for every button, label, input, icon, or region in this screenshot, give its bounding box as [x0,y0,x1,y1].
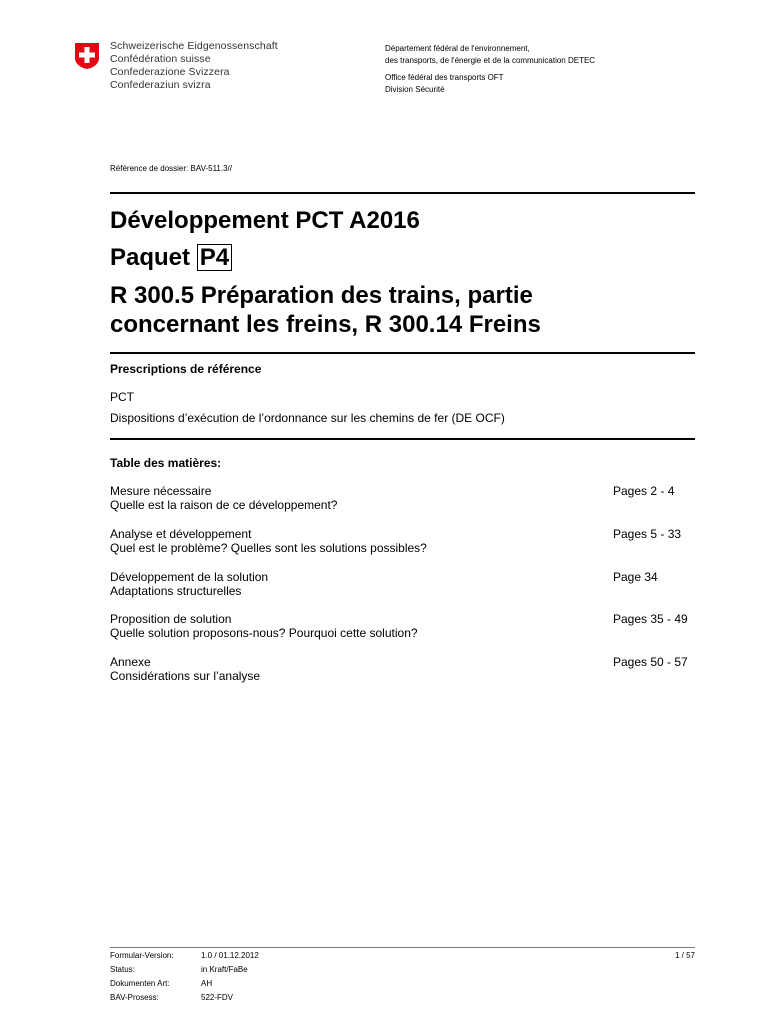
toc-item-subtitle: Quelle solution proposons-nous? Pourquoi cette solution? [110,626,418,640]
footer-key: Dokumenten Art: [110,979,170,988]
toc-item-title: Mesure nécessaire [110,484,212,498]
page-indicator: 1 / 57 [674,951,695,960]
footer-row [110,993,695,1007]
footer-key: Status: [110,965,135,974]
confederation-line: Confédération suisse [110,53,211,65]
swiss-confederation-logo [74,40,284,110]
footer-rule [110,947,695,948]
toc-item-pages: Page 34 [613,570,658,584]
document-title: Développement PCT A2016 [110,207,420,234]
prescriptions-heading: Prescriptions de référence [110,362,262,376]
subject-line-1: R 300.5 Préparation des trains, partie [110,282,533,309]
toc-item [110,612,695,642]
dossier-reference: Référence de dossier: BAV-511.3// [110,164,232,173]
department-block [385,43,595,96]
footer-key: BAV-Prosess: [110,993,159,1002]
toc-item-subtitle: Adaptations structurelles [110,584,242,598]
toc-item-title: Proposition de solution [110,612,232,626]
subject-line-2: concernant les freins, R 300.14 Freins [110,311,541,338]
toc-heading: Table des matières: [110,456,222,470]
footer-row [110,965,695,979]
toc-item [110,570,695,600]
confederation-line: Confederazione Svizzera [110,66,230,78]
toc-item-subtitle: Considérations sur l’analyse [110,669,261,683]
footer-value: 522-FDV [201,993,234,1002]
toc-item-title: Développement de la solution [110,570,269,584]
toc-item-title: Annexe [110,655,151,669]
footer-value: AH [201,979,213,988]
confederation-line: Schweizerische Eidgenossenschaft [110,40,278,52]
prescriptions-line: Dispositions d’exécution de l’ordonnance sur les chemins de fer (DE OCF) [110,411,505,425]
confederation-names [110,40,278,92]
confederation-line: Confederaziun svizra [110,79,211,91]
prescriptions-line: PCT [110,390,134,404]
footer-value: in Kraft/FaBe [201,965,248,974]
toc-item-pages: Pages 2 - 4 [613,484,675,498]
department-line: des transports, de l'énergie et de la communication DETEC [385,56,596,65]
toc-item-pages: Pages 50 - 57 [613,655,688,669]
toc-item-pages: Pages 35 - 49 [613,612,688,626]
footer-value: 1.0 / 01.12.2012 [201,951,259,960]
package-code-box: P4 [197,244,232,271]
office-line: Division Sécurité [385,85,445,94]
toc-item-pages: Pages 5 - 33 [613,527,682,541]
toc-item-title: Analyse et développement [110,527,252,541]
toc-item-subtitle: Quelle est la raison de ce développement? [110,498,338,512]
document-footer [110,951,695,1007]
package-title [110,243,232,273]
package-prefix: Paquet [110,244,197,271]
toc-item [110,484,695,514]
department-line: Département fédéral de l'environnement, [385,44,530,53]
footer-row [110,979,695,993]
toc-item-subtitle: Quel est le problème? Quelles sont les solutions possibles? [110,541,427,555]
office-line: Office fédéral des transports OFT [385,73,504,82]
toc-top-rule [110,438,695,440]
swiss-flag-icon [74,42,100,70]
title-bottom-rule [110,352,695,354]
title-top-rule [110,192,695,194]
footer-key: Formular-Version: [110,951,174,960]
footer-row [110,951,695,965]
toc-item [110,655,695,685]
toc-item [110,527,695,557]
